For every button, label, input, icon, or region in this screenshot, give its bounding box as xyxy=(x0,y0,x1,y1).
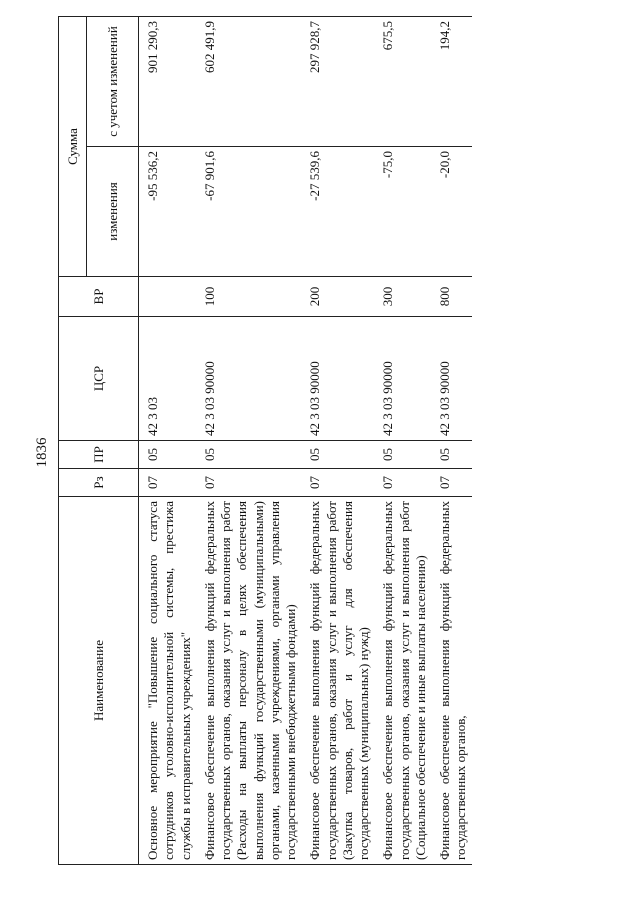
row-pr: 05 xyxy=(139,441,196,469)
row-change: -27 539,6 xyxy=(301,147,374,277)
row-pr: 05 xyxy=(301,441,374,469)
row-rz: 07 xyxy=(196,469,302,497)
header-pr: ПР xyxy=(59,441,139,469)
row-with-change: 194,2 xyxy=(431,17,472,147)
row-name: Финансовое обеспечение выполнения функций федеральных государственных органов, xyxy=(431,497,472,865)
row-vr xyxy=(139,277,196,317)
row-change: -67 901,6 xyxy=(196,147,302,277)
budget-table xyxy=(58,16,472,865)
header-with-change: с учетом изменений xyxy=(87,17,139,147)
row-csr: 42 3 03 90000 xyxy=(431,317,472,441)
row-csr: 42 3 03 xyxy=(139,317,196,441)
row-with-change: 901 290,3 xyxy=(139,17,196,147)
row-name: Основное мероприятие "Повышение социального статуса сотрудников уголовно-исполнительной системы, престижа службы в исправительных учреждениях" xyxy=(139,497,196,865)
header-rz: Рз xyxy=(59,469,139,497)
row-name: Финансовое обеспечение выполнения функций федеральных государственных органов, оказания услуг и выполнения работ (Расходы на выплаты персоналу в целях обеспечения выполнения функций государственными (муниципальными) органами, казенными учреждениями, органами управления государственными внебюджетными фондами) xyxy=(196,497,302,865)
table-row xyxy=(301,17,374,865)
row-name: Финансовое обеспечение выполнения функций федеральных государственных органов, оказания услуг и выполнения работ (Социальное обеспечение и иные выплаты населению) xyxy=(374,497,431,865)
row-rz: 07 xyxy=(301,469,374,497)
row-rz: 07 xyxy=(431,469,472,497)
row-name: Финансовое обеспечение выполнения функций федеральных государственных органов, оказания услуг и выполнения работ (Закупка товаров, работ и услуг для обеспечения государственных (муниципальных) нужд) xyxy=(301,497,374,865)
row-vr: 200 xyxy=(301,277,374,317)
row-with-change: 602 491,9 xyxy=(196,17,302,147)
header-change: изменения xyxy=(87,147,139,277)
row-rz: 07 xyxy=(139,469,196,497)
row-csr: 42 3 03 90000 xyxy=(374,317,431,441)
row-change: -20,0 xyxy=(431,147,472,277)
row-pr: 05 xyxy=(196,441,302,469)
row-csr: 42 3 03 90000 xyxy=(301,317,374,441)
table-row xyxy=(374,17,431,865)
row-change: -95 536,2 xyxy=(139,147,196,277)
row-vr: 300 xyxy=(374,277,431,317)
row-rz: 07 xyxy=(374,469,431,497)
page-number: 1836 xyxy=(34,437,50,468)
table-row xyxy=(196,17,302,865)
header-sum: Сумма xyxy=(59,17,87,277)
header-vr: ВР xyxy=(59,277,139,317)
row-with-change: 297 928,7 xyxy=(301,17,374,147)
row-vr: 800 xyxy=(431,277,472,317)
row-pr: 05 xyxy=(374,441,431,469)
row-pr: 05 xyxy=(431,441,472,469)
header-csr: ЦСР xyxy=(59,317,139,441)
row-csr: 42 3 03 90000 xyxy=(196,317,302,441)
row-with-change: 675,5 xyxy=(374,17,431,147)
table-row xyxy=(139,17,196,865)
header-name: Наименование xyxy=(59,497,139,865)
table-row xyxy=(431,17,472,865)
row-change: -75,0 xyxy=(374,147,431,277)
row-vr: 100 xyxy=(196,277,302,317)
header-row-top xyxy=(59,17,87,865)
